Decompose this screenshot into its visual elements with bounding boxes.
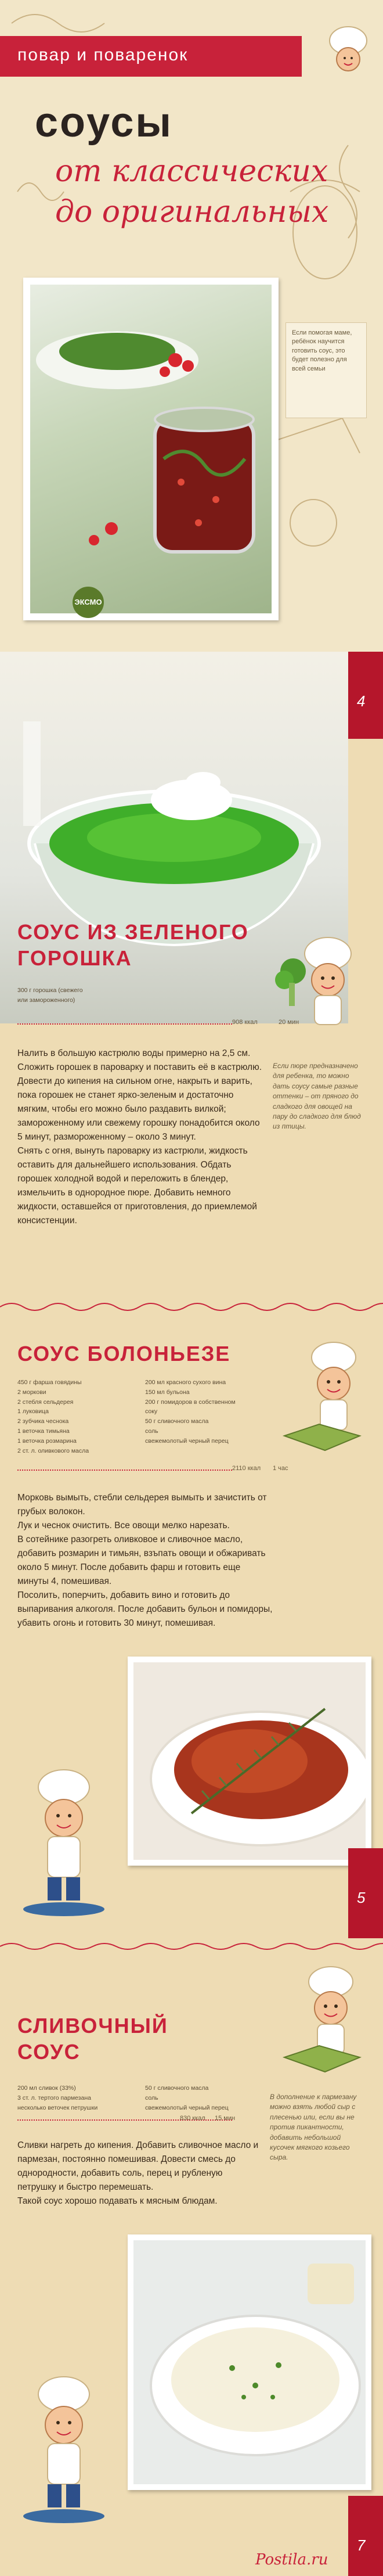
bolognese-photo [128,1657,371,1866]
page-number: 5 [357,1889,366,1906]
pea-sauce-title-1: СОУС ИЗ ЗЕЛЕНОГО [17,920,249,944]
page-tab [348,2496,383,2576]
chef-boy-with-book-icon [279,1337,371,1459]
meta-divider [17,1470,232,1471]
cover-photo [23,278,279,620]
cream-ingredients-left: 200 мл сливок (33%) 3 ст. л. тертого пармезана несколько веточек петрушки [17,2085,98,2111]
bolognese-section [0,1296,383,1938]
bolognese-illustration [133,1662,366,1860]
page-border [0,1296,383,1331]
pea-ingredients: 300 г горошка (свежего или замороженного) [17,987,83,1004]
cream-kcal: 830 ккал [180,2115,205,2122]
chef-boy-with-spoon-icon [12,2368,116,2525]
watermark: Postila.ru [255,2551,328,2568]
page-number: 4 [357,692,366,710]
series-title: повар и поваренок [17,45,189,64]
pea-sauce-title-2: ГОРОШКА [17,946,132,970]
chef-boy-with-broccoli-icon [273,930,371,1041]
cream-sauce-title-1: СЛИВОЧНЫЙ [17,2014,168,2038]
chef-boy-with-spoon-icon [12,1761,116,1918]
cream-time: 15 мин [215,2115,236,2122]
sauce-jar-illustration [30,285,272,613]
cream-sauce-illustration [133,2240,366,2484]
pea-side-note: Если пюре предназначено для ребенка, то можно дать соусу самые разные оттенки – от пряного до сладкого для овощей на пару до сладкого для блюд из птицы. [273,1062,361,1131]
cream-side-note: В дополнение к пармезану можно взять любой сыр с плесенью или, если вы не против пикантности, добавить небольшой кусочек мягкого козьего сыра. [270,2093,357,2162]
cream-instructions: Сливки нагреть до кипения. Добавить сливочное масло и пармезан, постоянно помешивая. Довести смесь до однородности, добавить соль, перец и рубленую петрушку и быстро перемешать. Такой соус хорошо подавать к мясным блюдам. [17,2140,259,2207]
cream-sauce-title-2: СОУС [17,2040,81,2064]
bolognese-ingredients-left: 450 г фарша говядины 2 моркови 2 стебля сельдерея 1 луковица 2 зубчика чеснока 1 веточка тимьяна 1 веточка розмарина 2 ст. л. оливкового масла [17,1379,89,1454]
cream-ingredients-right: 50 г сливочного масла соль свежемолотый черный перец [145,2085,229,2111]
page-number: 7 [357,2537,366,2554]
pea-time: 20 мин [279,1019,299,1026]
chef-mascot-icon [322,23,374,76]
cream-sauce-photo [128,2234,371,2490]
cover [0,0,383,652]
chef-boy-with-book-icon [273,1961,371,2083]
cream-sauce-section [0,1938,383,2576]
cover-title: соусы [35,99,173,146]
meta-divider [17,1023,232,1025]
publisher-logo: ЭКСМО [73,587,104,618]
cover-subtitle-1: от классических [55,154,328,189]
bolognese-title: СОУС БОЛОНЬЕЗЕ [17,1342,231,1366]
page-tab [348,652,383,739]
bolognese-kcal: 2110 ккал [232,1465,261,1472]
cover-note: Если помогая маме, ребёнок научится готовить соус, это будет полезно для всей семьи [286,322,367,418]
pea-sauce-section [0,652,383,1296]
bolognese-ingredients-right: 200 мл красного сухого вина 150 мл бульона 200 г помидоров в собственном соку 50 г сливочного масла соль свежемолотый черный перец [145,1379,236,1445]
page-tab [348,1848,383,1938]
bolognese-instructions: Морковь вымыть, стебли сельдерея вымыть и зачистить от грубых волокон. Лук и чеснок очистить. Все овощи мелко нарезать. В сотейнике разогреть оливковое и сливочное масло, добавить розмарин и тимьян, взъпать овощи и обжаривать около 5 минут. После добавить фарш и готовить еще минуты 4, помешивая. Посолить, поперчить, добавить вино и готовить до выпаривания алкоголя. После добавить бульон и помидоры, убавить огонь и готовить 30 минут, помешивая. [17,1493,273,1629]
cover-subtitle-2: до оригинальных [55,195,329,229]
page-border [0,1938,383,1961]
bolognese-time: 1 час [273,1465,288,1472]
pea-kcal: 908 ккал [232,1019,258,1026]
pea-instructions: Налить в большую кастрюлю воды примерно на 2,5 см. Сложить горошек в пароварку и поставить её в кастрюлю. Довести до кипения на сильном огне, накрыть и варить, пока горошек не станет ярко-зеленым и достаточно мягким, чтобы его можно было раздавить вилкой; замороженному или свежему горошку понадобится около 5 минут, размороженному – около 3 минут. Снять с огня, вынуть пароварку из кастрюли, жидкость оставить для дальнейшего использования. Обдать горошек холодной водой и переложить в блендер, измельчить в однородное пюре. Добавить немного жидкости, оставшейся от приготовления, до приемлемой консистенции. [17,1048,262,1226]
